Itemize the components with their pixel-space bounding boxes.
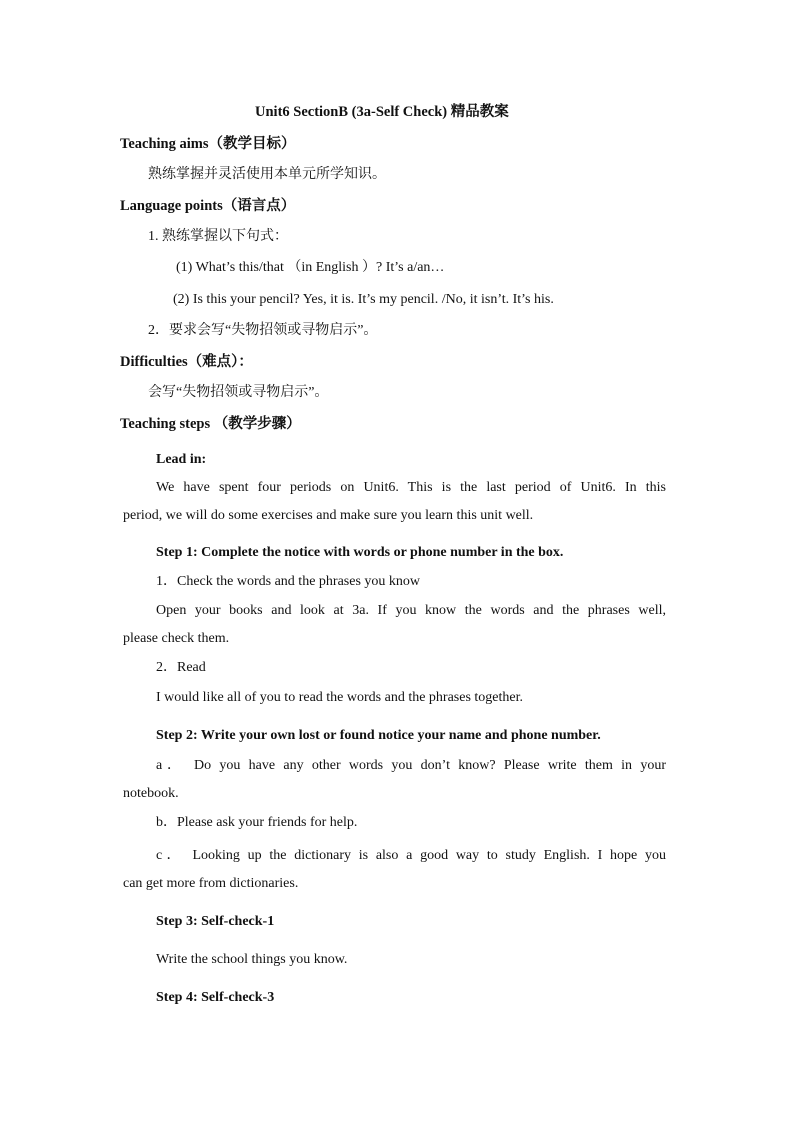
- language-point-item-2: 2．要求会写“失物招领或寻物启示”。: [148, 323, 378, 338]
- teaching-steps-heading: Teaching steps （教学步骤）: [120, 416, 301, 432]
- teaching-aims-text: 熟练掌握并灵活使用本单元所学知识。: [148, 167, 386, 182]
- step-3-text: Write the school things you know.: [156, 952, 348, 967]
- step-1-item-2-text: I would like all of you to read the words and the phrases together.: [156, 690, 524, 705]
- step-2-b: b．Please ask your friends for help.: [156, 815, 358, 830]
- step-1-item-2: 2．Read: [156, 660, 206, 675]
- language-point-sentence-1: (1) What’s this/that （in English ）? It’s a/an…: [176, 260, 445, 275]
- step-1-item-1: 1．Check the words and the phrases you know: [156, 574, 421, 589]
- step-2-label: Step 2: Write your own lost or found notice your name and phone number.: [156, 728, 601, 743]
- step-2-a-line-2: notebook.: [123, 786, 179, 801]
- difficulties-text: 会写“失物招领或寻物启示”。: [148, 385, 329, 400]
- difficulties-heading: Difficulties（难点）：: [120, 354, 253, 370]
- document-title: Unit6 SectionB (3a-Self Check) 精品教案: [255, 104, 509, 120]
- language-point-sentence-2: (2) Is this your pencil? Yes, it is. It’s my pencil. /No, it isn’t. It’s his.: [173, 292, 554, 307]
- step-2-c-line-2: can get more from dictionaries.: [123, 876, 299, 891]
- language-points-heading: Language points（语言点）: [120, 198, 296, 214]
- step-1-item-1-line-2: please check them.: [123, 631, 230, 646]
- step-3-label: Step 3: Self-check-1: [156, 914, 275, 929]
- lead-in-label: Lead in:: [156, 452, 207, 467]
- step-2-a-line-1: a． Do you have any other words you don’t know? Please write them in your: [156, 758, 666, 773]
- step-2-c-line-1: c． Looking up the dictionary is also a good way to study English. I hope you: [156, 848, 666, 863]
- language-point-item-1: 1. 熟练掌握以下句式：: [148, 229, 288, 244]
- teaching-aims-heading: Teaching aims（教学目标）: [120, 136, 296, 152]
- lead-in-line-1: We have spent four periods on Unit6. This is the last period of Unit6. In this: [156, 480, 666, 495]
- lead-in-line-2: period, we will do some exercises and make sure you learn this unit well.: [123, 508, 534, 523]
- step-4-label: Step 4: Self-check-3: [156, 990, 275, 1005]
- step-1-item-1-line-1: Open your books and look at 3a. If you know the words and the phrases well,: [156, 603, 666, 618]
- step-1-label: Step 1: Complete the notice with words or phone number in the box.: [156, 545, 564, 560]
